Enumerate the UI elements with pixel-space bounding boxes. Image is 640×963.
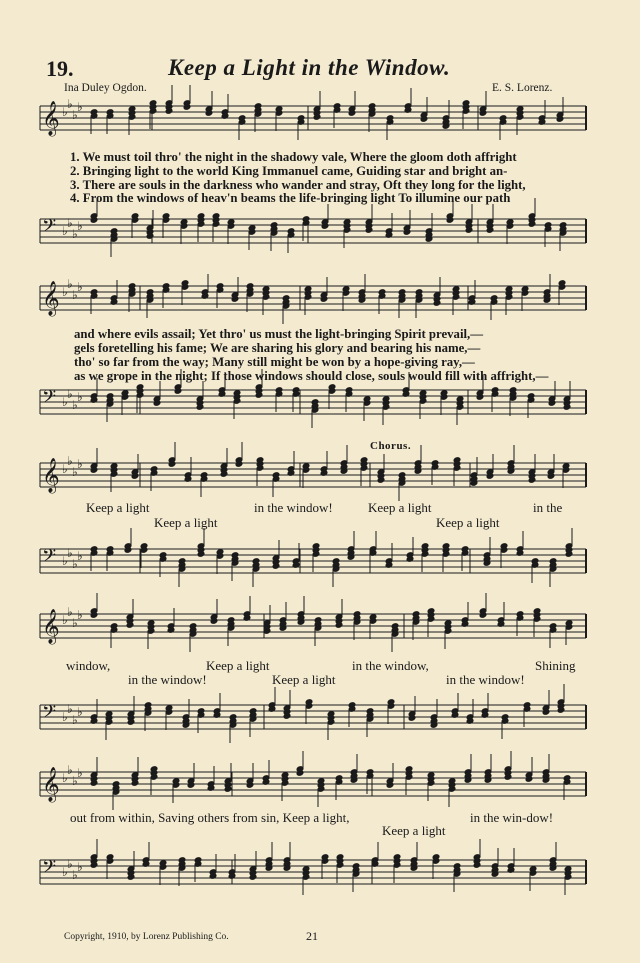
flat-icon: ♭ xyxy=(62,613,68,627)
lyricist-credit: Ina Duley Ogdon. xyxy=(64,82,147,94)
chorus-echo: Keep a light xyxy=(154,515,218,530)
flat-icon: ♭ xyxy=(62,462,68,476)
verse-4-line-2: as we grope in the night; If those windows should close, souls would fill with affright,— xyxy=(74,369,549,383)
flat-icon: ♭ xyxy=(72,108,78,122)
flat-icon: ♭ xyxy=(72,288,78,302)
flat-icon: ♭ xyxy=(67,546,73,560)
bass-clef-icon: 𝄢 xyxy=(42,857,57,882)
flat-icon: ♭ xyxy=(62,554,68,568)
flat-icon: ♭ xyxy=(67,277,73,291)
flat-icon: ♭ xyxy=(77,608,83,622)
notes-group xyxy=(90,593,573,652)
copyright-notice: Copyright, 1910, by Lorenz Publishing Co. xyxy=(64,932,229,942)
chorus-lyric: Keep a light xyxy=(206,658,270,673)
hymn-title: Keep a Light in the Window. xyxy=(168,55,451,80)
treble-clef-icon: 𝄞 xyxy=(42,609,60,644)
notes-group xyxy=(90,528,573,587)
treble-clef-icon: 𝄞 xyxy=(42,281,60,316)
flat-icon: ♭ xyxy=(77,390,83,404)
flat-icon: ♭ xyxy=(72,774,78,788)
bass-staff xyxy=(40,219,586,243)
flat-icon: ♭ xyxy=(77,705,83,719)
chorus-lyric: Keep a light xyxy=(86,500,150,515)
treble-clef-icon: 𝄞 xyxy=(42,458,60,493)
flat-icon: ♭ xyxy=(77,766,83,780)
flat-icon: ♭ xyxy=(72,713,78,727)
chorus-echo: in the window! xyxy=(128,672,207,687)
verse-3-line-1: 3. There are souls in the darkness who wander and stray, Oft they long for the light, xyxy=(70,178,526,192)
flat-icon: ♭ xyxy=(67,454,73,468)
chorus-lyric: window, xyxy=(66,658,111,673)
chorus-lyric: out from within, Saving others from sin, Keep a light, xyxy=(70,810,350,825)
flat-icon: ♭ xyxy=(67,857,73,871)
treble-clef-icon: 𝄞 xyxy=(42,101,60,136)
flat-icon: ♭ xyxy=(67,605,73,619)
chorus-echo: Keep a light xyxy=(436,515,500,530)
verse-2-line-1: 2. Bringing light to the world King Immanuel came, Guiding star and bright an- xyxy=(70,164,508,178)
notes-group xyxy=(90,751,571,810)
chorus-lyric: in the win-dow! xyxy=(470,810,554,825)
verse-2-line-2: gels foretelling his fame; We are sharing his glory and bearing his name,— xyxy=(74,341,481,355)
notes-group xyxy=(90,274,566,324)
flat-icon: ♭ xyxy=(77,549,83,563)
flat-icon: ♭ xyxy=(62,395,68,409)
verse-1-line-1: 1. We must toil thro' the night in the shadowy vale, Where the gloom doth affright xyxy=(70,150,517,164)
flat-icon: ♭ xyxy=(77,860,83,874)
flat-icon: ♭ xyxy=(72,227,78,241)
treble-clef-icon: 𝄞 xyxy=(42,767,60,802)
flat-icon: ♭ xyxy=(62,224,68,238)
flat-icon: ♭ xyxy=(67,702,73,716)
treble-staff xyxy=(40,463,586,487)
flat-icon: ♭ xyxy=(62,105,68,119)
notes-group xyxy=(90,684,565,743)
chorus-echo: Keep a light xyxy=(382,823,446,838)
flat-icon: ♭ xyxy=(72,616,78,630)
composer-credit: E. S. Lorenz. xyxy=(492,82,553,94)
flat-icon: ♭ xyxy=(77,280,83,294)
verse-1-line-2: and where evils assail; Yet thro' us must the light-bringing Spirit prevail,— xyxy=(74,327,484,341)
bass-clef-icon: 𝄢 xyxy=(42,216,57,241)
flat-icon: ♭ xyxy=(77,100,83,114)
chorus-label: Chorus. xyxy=(370,440,412,452)
flat-icon: ♭ xyxy=(72,868,78,882)
notes-group xyxy=(90,198,567,257)
flat-icon: ♭ xyxy=(67,216,73,230)
flat-icon: ♭ xyxy=(62,710,68,724)
chorus-echo: in the window! xyxy=(446,672,525,687)
flat-icon: ♭ xyxy=(62,865,68,879)
bass-staff xyxy=(40,860,586,884)
flat-icon: ♭ xyxy=(72,557,78,571)
notes-group xyxy=(90,839,572,895)
bass-clef-icon: 𝄢 xyxy=(42,702,57,727)
flat-icon: ♭ xyxy=(72,398,78,412)
treble-staff xyxy=(40,772,586,796)
verse-3-line-2: tho' so far from the way; Many still might be won by a hope-giving ray,— xyxy=(74,355,475,369)
flat-icon: ♭ xyxy=(67,763,73,777)
chorus-lyric: in the xyxy=(533,500,563,515)
flat-icon: ♭ xyxy=(77,219,83,233)
flat-icon: ♭ xyxy=(62,771,68,785)
chorus-lyric: Keep a light xyxy=(368,500,432,515)
flat-icon: ♭ xyxy=(77,457,83,471)
chorus-lyric: in the window, xyxy=(352,658,429,673)
treble-staff xyxy=(40,286,586,310)
page-number: 21 xyxy=(306,929,318,943)
flat-icon: ♭ xyxy=(67,97,73,111)
bass-clef-icon: 𝄢 xyxy=(42,387,57,412)
flat-icon: ♭ xyxy=(67,387,73,401)
flat-icon: ♭ xyxy=(62,285,68,299)
hymn-number: 19. xyxy=(46,56,74,81)
verse-4-line-1: 4. From the windows of heav'n beams the life-bringing light To illumine our path xyxy=(70,191,511,205)
bass-clef-icon: 𝄢 xyxy=(42,546,57,571)
chorus-lyric: Shining xyxy=(535,658,576,673)
flat-icon: ♭ xyxy=(72,465,78,479)
chorus-echo: Keep a light xyxy=(272,672,336,687)
notes-group xyxy=(90,442,570,501)
chorus-lyric: in the window! xyxy=(254,500,333,515)
